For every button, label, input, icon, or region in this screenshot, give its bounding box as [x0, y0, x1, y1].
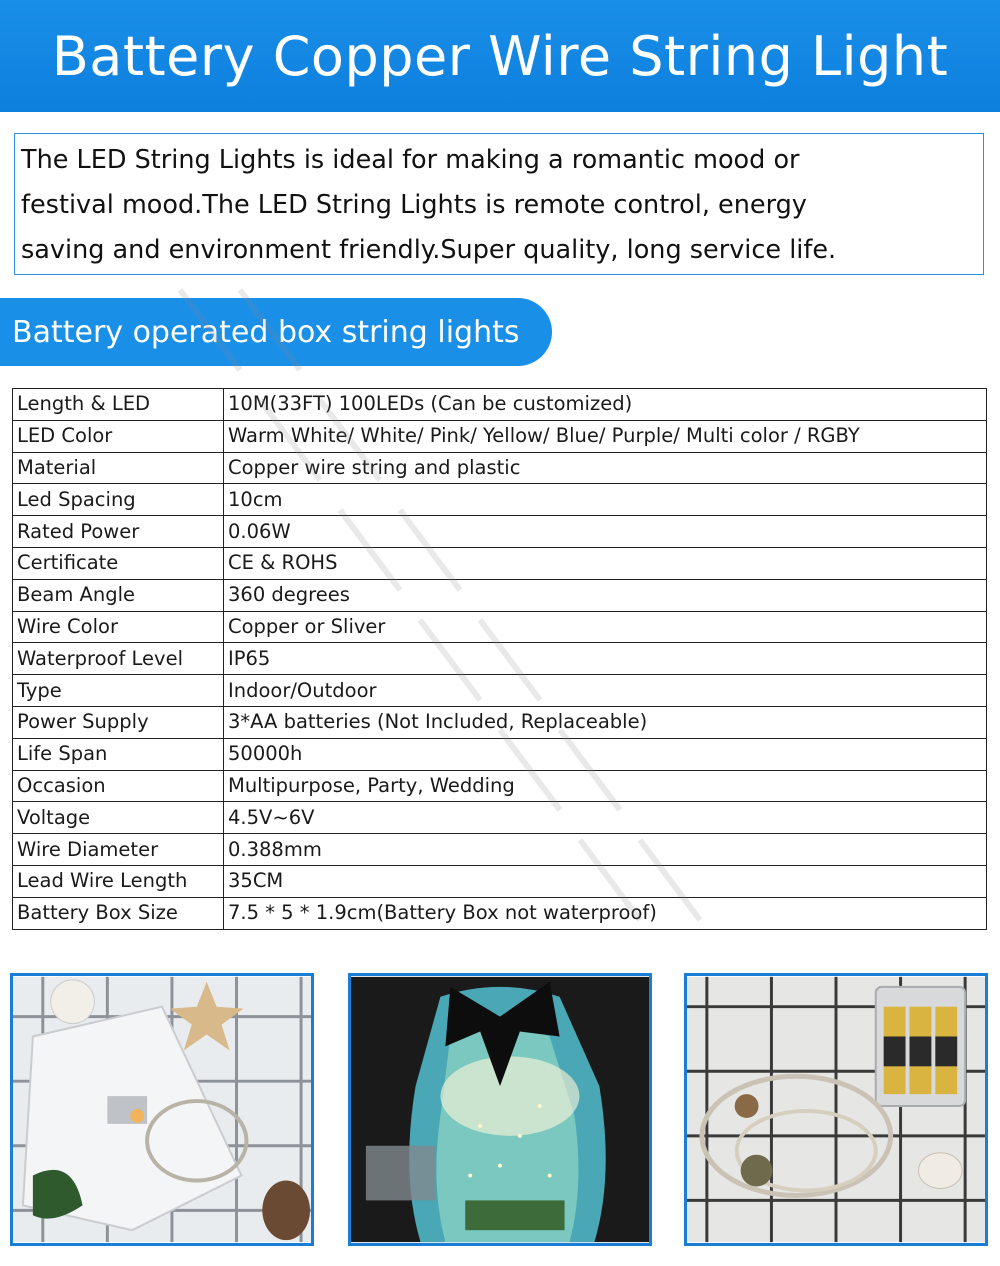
section-tab — [0, 298, 552, 366]
spec-row — [13, 834, 987, 866]
intro-box — [14, 133, 984, 275]
spec-table — [12, 388, 987, 930]
spec-row — [13, 516, 987, 548]
spec-row — [13, 611, 987, 643]
spec-key: Rated Power — [13, 516, 224, 548]
photo-jar-image — [351, 976, 649, 1243]
spec-value: Warm White/ White/ Pink/ Yellow/ Blue/ Purple/ Multi color / RGBY — [224, 420, 987, 452]
spec-key: Wire Color — [13, 611, 224, 643]
spec-row — [13, 770, 987, 802]
spec-row — [13, 579, 987, 611]
section-title: Battery operated box string lights — [12, 314, 520, 350]
spec-value: CE & ROHS — [224, 547, 987, 579]
spec-row — [13, 897, 987, 929]
spec-value: 10M(33FT) 100LEDs (Can be customized) — [224, 389, 987, 421]
spec-key: Type — [13, 675, 224, 707]
spec-value: 10cm — [224, 484, 987, 516]
spec-key: LED Color — [13, 420, 224, 452]
spec-row — [13, 452, 987, 484]
spec-row — [13, 484, 987, 516]
spec-key: Length & LED — [13, 389, 224, 421]
spec-row — [13, 802, 987, 834]
intro-line-1: The LED String Lights is ideal for making a romantic mood or — [21, 145, 800, 175]
spec-value: Multipurpose, Party, Wedding — [224, 770, 987, 802]
spec-key: Power Supply — [13, 706, 224, 738]
spec-row — [13, 738, 987, 770]
intro-line-3: saving and environment friendly.Super quality, long service life. — [21, 235, 837, 265]
spec-key: Certificate — [13, 547, 224, 579]
spec-row — [13, 643, 987, 675]
spec-row — [13, 547, 987, 579]
product-photo-battery-box — [684, 973, 988, 1246]
spec-key: Occasion — [13, 770, 224, 802]
spec-key: Waterproof Level — [13, 643, 224, 675]
product-photo-bag — [10, 973, 314, 1246]
spec-value: IP65 — [224, 643, 987, 675]
spec-row — [13, 389, 987, 421]
spec-value: Copper or Sliver — [224, 611, 987, 643]
spec-value: Indoor/Outdoor — [224, 675, 987, 707]
spec-key: Battery Box Size — [13, 897, 224, 929]
spec-row — [13, 675, 987, 707]
spec-value: 4.5V~6V — [224, 802, 987, 834]
intro-line-2: festival mood.The LED String Lights is remote control, energy — [21, 190, 807, 220]
spec-key: Lead Wire Length — [13, 865, 224, 897]
spec-key: Life Span — [13, 738, 224, 770]
spec-key: Wire Diameter — [13, 834, 224, 866]
spec-key: Beam Angle — [13, 579, 224, 611]
spec-row — [13, 706, 987, 738]
photo-battery-box-image — [687, 976, 985, 1243]
spec-key: Material — [13, 452, 224, 484]
spec-row — [13, 865, 987, 897]
spec-value: 7.5 * 5 * 1.9cm(Battery Box not waterproof) — [224, 897, 987, 929]
spec-value: 50000h — [224, 738, 987, 770]
product-photo-jar — [348, 973, 652, 1246]
spec-value: 0.388mm — [224, 834, 987, 866]
page-title: Battery Copper Wire String Light — [51, 24, 949, 88]
header-bar — [0, 0, 1000, 112]
spec-value: Copper wire string and plastic — [224, 452, 987, 484]
spec-key: Voltage — [13, 802, 224, 834]
spec-value: 3*AA batteries (Not Included, Replaceable) — [224, 706, 987, 738]
spec-value: 360 degrees — [224, 579, 987, 611]
spec-value: 35CM — [224, 865, 987, 897]
spec-key: Led Spacing — [13, 484, 224, 516]
spec-value: 0.06W — [224, 516, 987, 548]
photo-bag-image — [13, 976, 311, 1243]
spec-row — [13, 420, 987, 452]
